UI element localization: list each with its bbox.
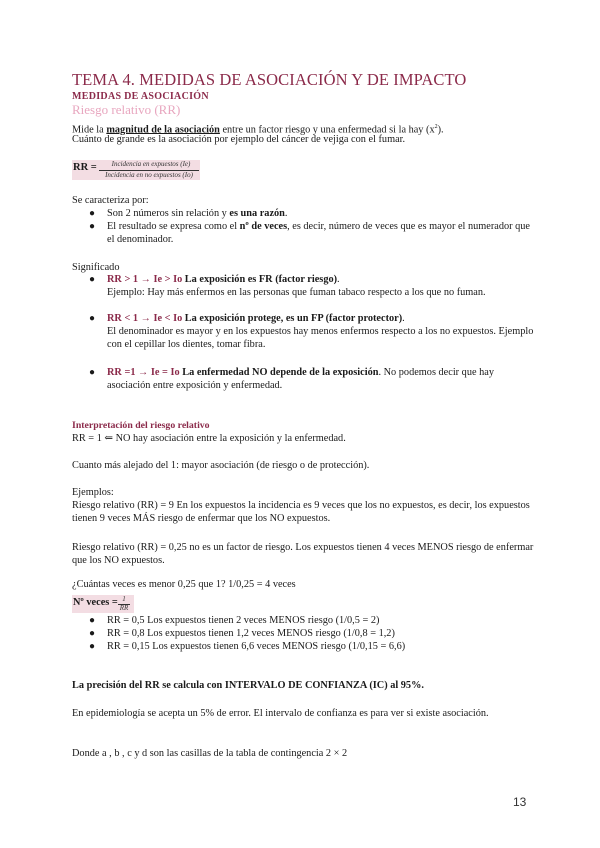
significado-heading: Significado	[72, 262, 120, 273]
significado-item-2-line-2: El denominador es mayor y en los expuestos hay menos enfermos respecto a los no expuestos. Ejemplo	[107, 326, 534, 337]
veces-formula-denominator: RR	[119, 604, 129, 612]
ejemplo-2-line-2: que los NO expuestos.	[72, 555, 165, 566]
rr-formula-denominator: Incidencia en no expuestos (Io)	[105, 170, 193, 179]
interpretacion-line-2: Cuanto más alejado del 1: mayor asociación (de riesgo o de protección).	[72, 460, 370, 471]
bullet-marker: ●	[89, 628, 96, 639]
significado-item-3-line-2: asociación entre exposición y enfermedad.	[107, 380, 283, 391]
caracteriza-bullet-1: Son 2 números sin relación y es una razón.	[107, 208, 288, 219]
significado-item-1: RR > 1 → Ie > Io La exposición es FR (factor riesgo).	[107, 274, 340, 285]
caracteriza-bullet-2: El resultado se expresa como el nº de veces, es decir, número de veces que es mayor el numerador que	[107, 221, 531, 232]
veces-formula-numerator: 1	[122, 595, 126, 603]
significado-item-1-example: Ejemplo: Hay más enfermos en las personas que fuman tabaco respecto a los que no fuman.	[107, 287, 486, 298]
bullet-marker: ●	[89, 221, 96, 232]
bullet-marker: ●	[89, 274, 96, 285]
bullet-marker: ●	[89, 641, 96, 652]
significado-item-2-line-3: con el cepillar los dientes, tomar fibra.	[107, 339, 266, 350]
question-line: ¿Cuántas veces es menor 0,25 que 1? 1/0,25 = 4 veces	[72, 579, 296, 590]
precision-line-1: En epidemiología se acepta un 5% de error. El intervalo de confianza es para ver si existe asociación.	[72, 708, 489, 719]
significado-item-3: RR =1 → Ie = Io La enfermedad NO depende de la exposición. No podemos decir que hay	[107, 367, 494, 378]
bullet-marker: ●	[89, 367, 96, 378]
veces-formula-label: Nº veces =	[73, 597, 118, 608]
caracteriza-heading: Se caracteriza por:	[72, 195, 149, 206]
ejemplo-2-line-1: Riesgo relativo (RR) = 0,25 no es un factor de riesgo. Los expuestos tienen 4 veces MENOS riesgo de enfermar	[72, 542, 534, 553]
interpretacion-heading: Interpretación del riesgo relativo	[72, 420, 210, 431]
interpretacion-line-1: RR = 1 ⇐ NO hay asociación entre la exposición y la enfermedad.	[72, 433, 346, 444]
bullet-marker: ●	[89, 615, 96, 626]
bullet-marker: ●	[89, 313, 96, 324]
subsection-heading: Riesgo relativo (RR)	[72, 102, 181, 117]
rr-formula-label: RR =	[73, 162, 97, 173]
bullet-marker: ●	[89, 208, 96, 219]
rr-formula-numerator: Incidencia en expuestos (Ie)	[111, 160, 191, 168]
ejemplos-heading: Ejemplos:	[72, 487, 114, 498]
page-number: 13	[513, 795, 527, 809]
section-heading: MEDIDAS DE ASOCIACIÓN	[72, 91, 209, 102]
intro-line-2: Cuánto de grande es la asociación por ejemplo del cáncer de vejiga con el fumar.	[72, 134, 406, 145]
intro-line-1: Mide la magnitud de la asociación entre un factor riesgo y una enfermedad si la hay $(x^2)$.	[72, 124, 444, 136]
precision-line-2: Donde a , b , c y d son las casillas de la tabla de contingencia 2 × 2	[72, 748, 348, 759]
veces-item-3: RR = 0,15 Los expuestos tienen 6,6 veces MENOS riesgo (1/0,15 = 6,6)	[107, 641, 406, 652]
ejemplo-1-line-1: Riesgo relativo (RR) = 9 En los expuestos la incidencia es 9 veces que los no expuestos, es decir, los expuestos	[72, 500, 530, 511]
caracteriza-bullet-2-cont: el denominador.	[107, 234, 174, 245]
veces-item-2: RR = 0,8 Los expuestos tienen 1,2 veces MENOS riesgo (1/0,8 = 1,2)	[107, 628, 395, 639]
significado-item-2: RR < 1 → Ie < Io La exposición protege, es un FP (factor protector).	[107, 313, 405, 324]
veces-item-1: RR = 0,5 Los expuestos tienen 2 veces MENOS riesgo (1/0,5 = 2)	[107, 615, 380, 626]
ejemplo-1-line-2: tienen 9 veces MÁS riesgo de enfermar que los NO expuestos.	[72, 513, 331, 524]
page-title: TEMA 4. MEDIDAS DE ASOCIACIÓN Y DE IMPACTO	[72, 70, 467, 89]
precision-heading: La precisión del RR se calcula con INTERVALO DE CONFIANZA (IC) al 95%.	[72, 680, 424, 691]
